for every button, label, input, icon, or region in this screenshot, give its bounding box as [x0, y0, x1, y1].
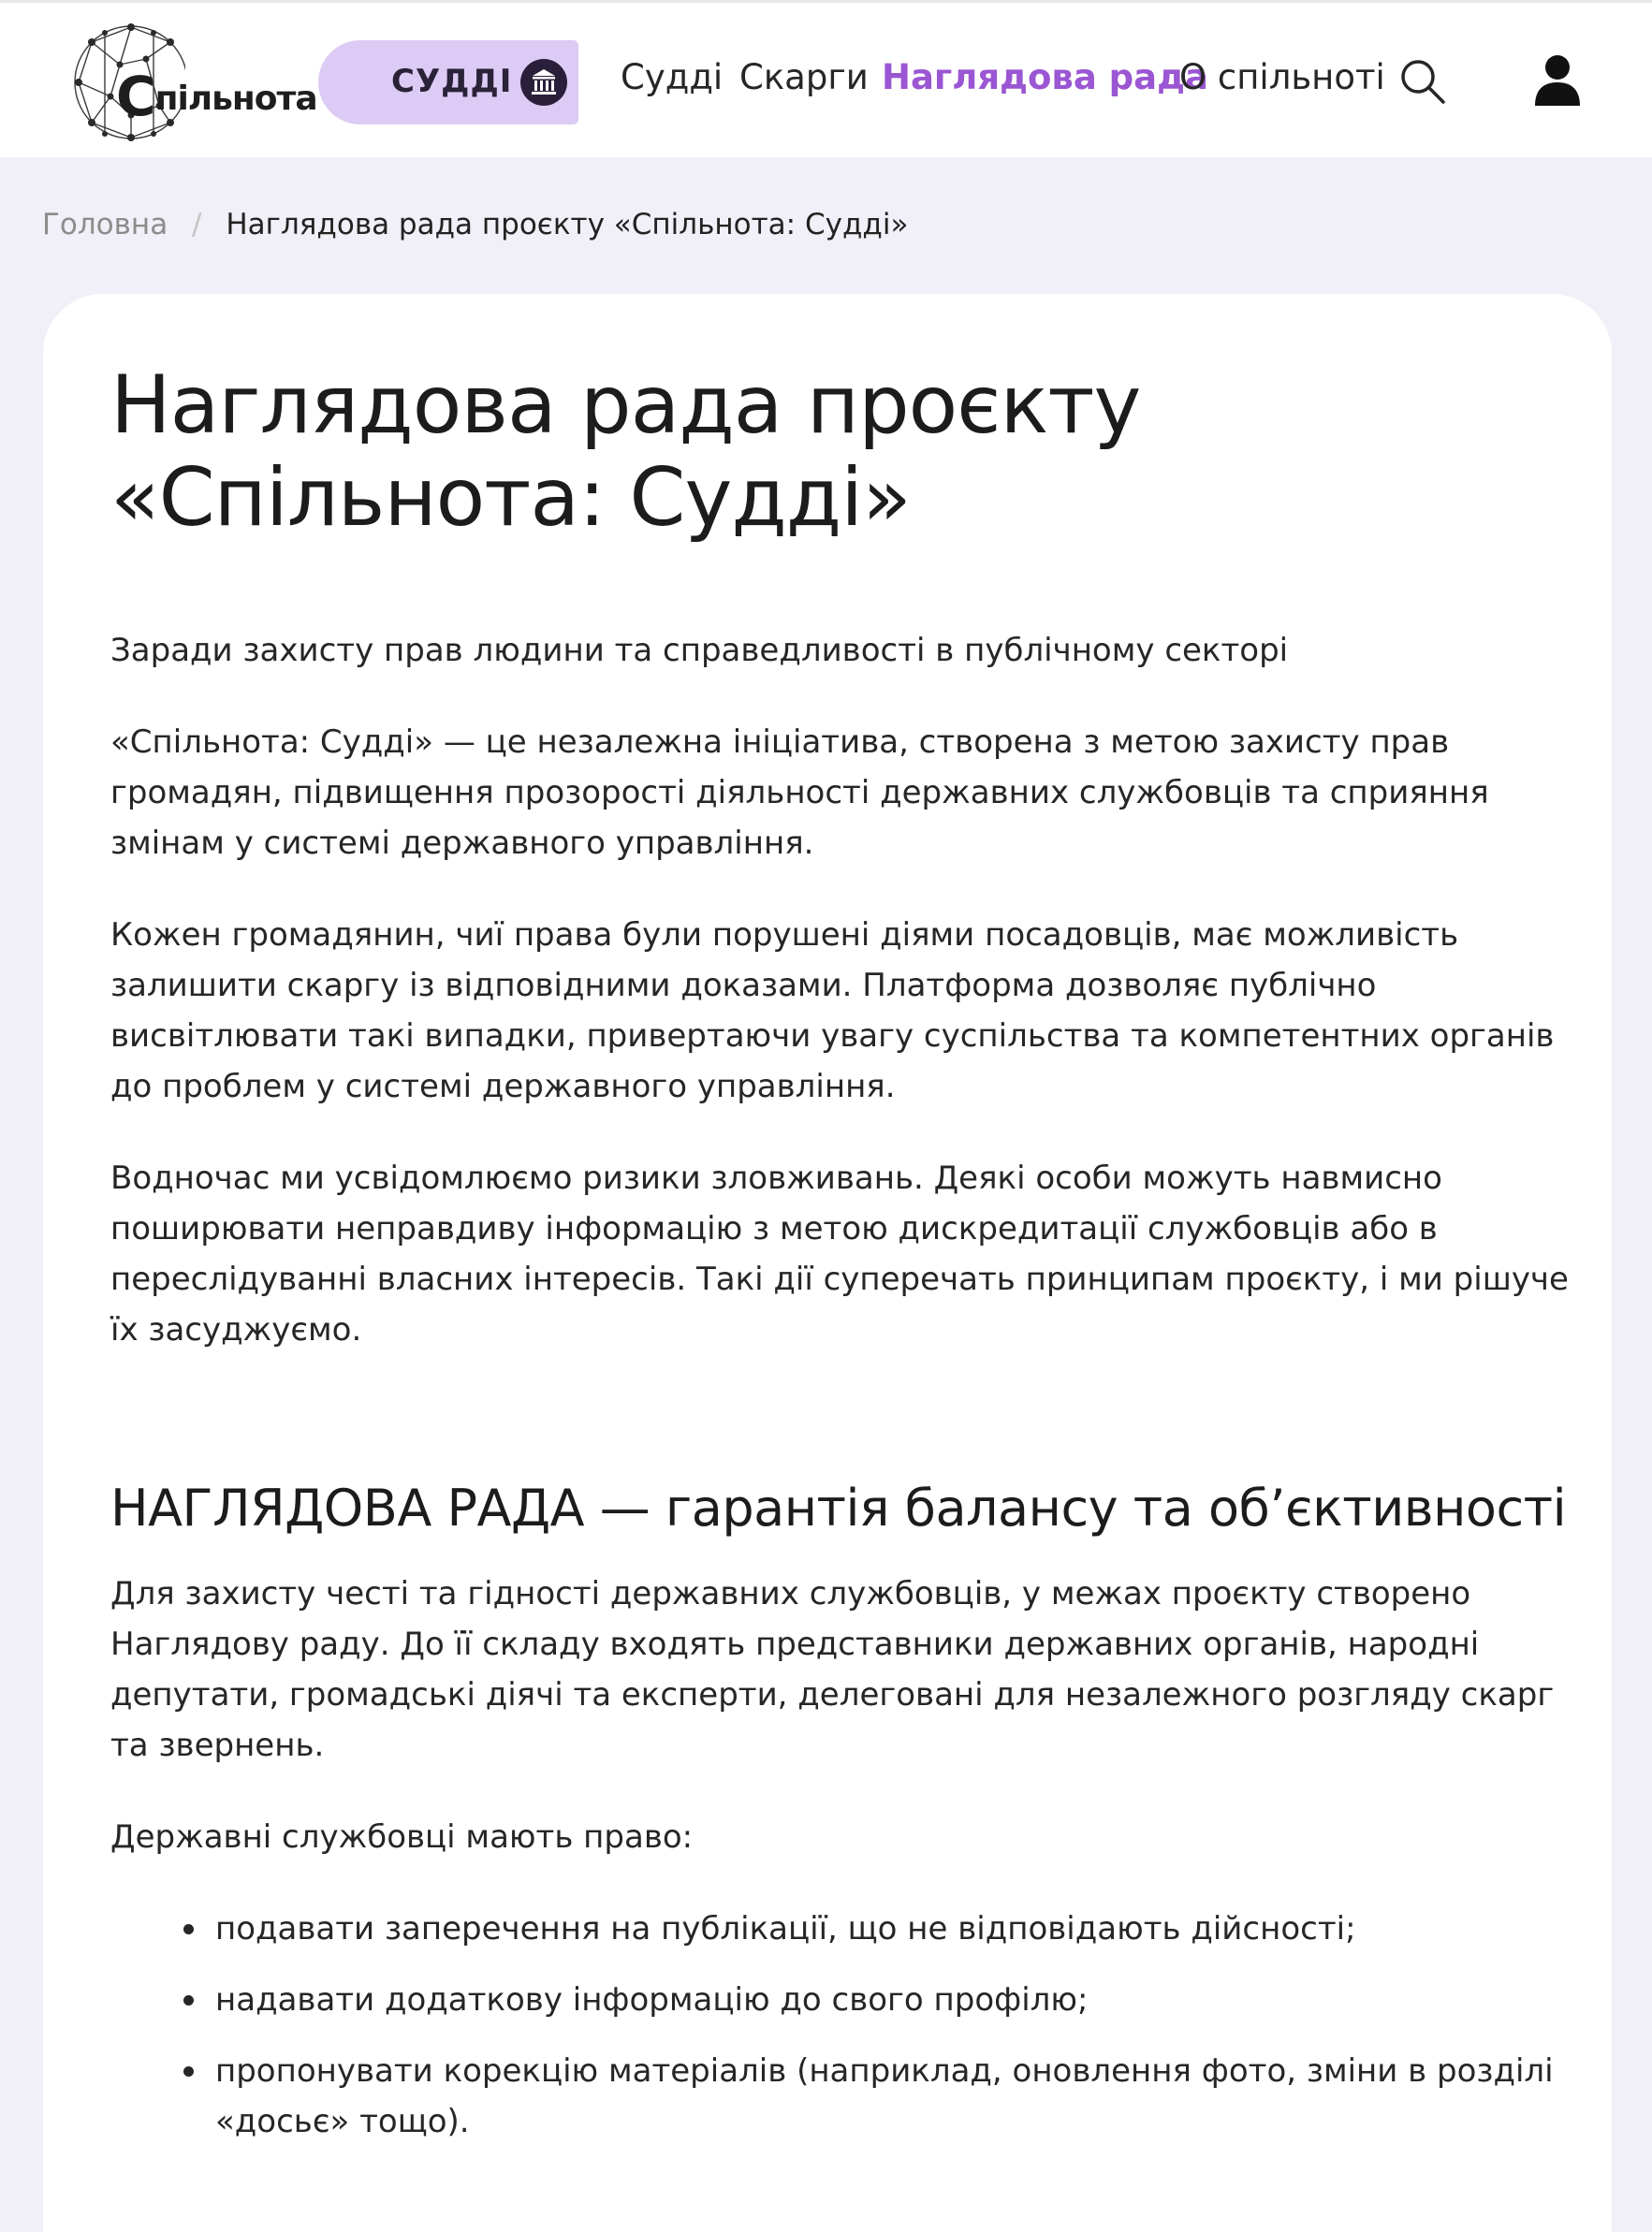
judges-section-pill[interactable] — [318, 40, 578, 124]
breadcrumb-separator: / — [192, 208, 202, 241]
list-item-text: подавати заперечення на публікації, що не відповідають дійсності; — [215, 1910, 1356, 1948]
list-item — [180, 1975, 1589, 2025]
nav-about-community[interactable]: О спільноті — [1179, 57, 1385, 97]
court-building-icon — [520, 59, 567, 106]
logo-letter: С — [116, 65, 155, 128]
search-icon[interactable] — [1398, 57, 1447, 109]
section-title: НАГЛЯДОВА РАДА — гарантія балансу та об’єктивності — [110, 1479, 1567, 1538]
bullet-icon — [183, 1995, 194, 2006]
board-paragraph: Для захисту честі та гідності державних службовців, у межах проєкту створено Наглядову раду. До її складу входять представники державних органів, народні депутати, громадські діячі та експерти, делеговані для незалежного розгляду скарг та звернень. — [110, 1575, 1555, 1764]
about-paragraph: «Спільнота: Судді» — це незалежна ініціатива, створена з метою захисту прав громадян, підвищення прозорості діяльності державних службовців та сприяння змінам у системі державного управління. — [110, 723, 1489, 862]
content-card — [43, 294, 1612, 2232]
page-title-line-2: «Спільнота: Судді» — [110, 451, 911, 545]
bullet-icon — [183, 1924, 194, 1934]
page-title-line-1: Наглядова рада проєкту — [110, 358, 1141, 452]
list-item — [180, 1904, 1589, 1954]
nav-supervisory-board[interactable]: Наглядова рада — [882, 57, 1208, 97]
logo-wordmark — [116, 65, 317, 128]
nav-judges[interactable]: Судді — [621, 57, 724, 97]
article — [110, 359, 1589, 2167]
nav-complaints[interactable]: Скарги — [739, 57, 869, 97]
judges-pill-label: СУДДІ — [391, 63, 513, 100]
page-title — [110, 359, 1589, 545]
rights-list — [180, 1904, 1589, 2147]
breadcrumb — [42, 208, 908, 241]
rights-intro: Державні службовці мають право: — [110, 1818, 694, 1856]
list-item — [180, 2046, 1589, 2147]
intro-paragraph: Заради захисту прав людини та справедливості в публічному секторі — [110, 632, 1289, 669]
user-icon[interactable] — [1533, 53, 1582, 111]
list-item-text: пропонувати корекцію матеріалів (наприклад, оновлення фото, зміни в розділі «досьє» тощо). — [215, 2052, 1554, 2140]
site-logo[interactable] — [73, 12, 354, 153]
breadcrumb-home-link[interactable]: Головна — [42, 208, 168, 241]
list-item-text: надавати додаткову інформацію до свого профілю; — [215, 1981, 1089, 2019]
risks-paragraph: Водночас ми усвідомлюємо ризики зловживань. Деякі особи можуть навмисно поширювати неправдиву інформацію з метою дискредитації службовців або в переслідуванні власних інтересів. Такі дії суперечать принципам проєкту, і ми рішуче їх засуджуємо. — [110, 1160, 1569, 1349]
bullet-icon — [183, 2066, 194, 2077]
breadcrumb-current: Наглядова рада проєкту «Спільнота: Судді» — [226, 208, 909, 241]
site-header — [0, 0, 1652, 157]
logo-word: пільнота — [154, 80, 317, 118]
complaints-paragraph: Кожен громадянин, чиї права були порушені діями посадовців, має можливість залишити скаргу із відповідними доказами. Платформа дозволяє публічно висвітлювати такі випадки, привертаючи увагу суспільства та компетентних органів до проблем у системі державного управління. — [110, 916, 1555, 1105]
